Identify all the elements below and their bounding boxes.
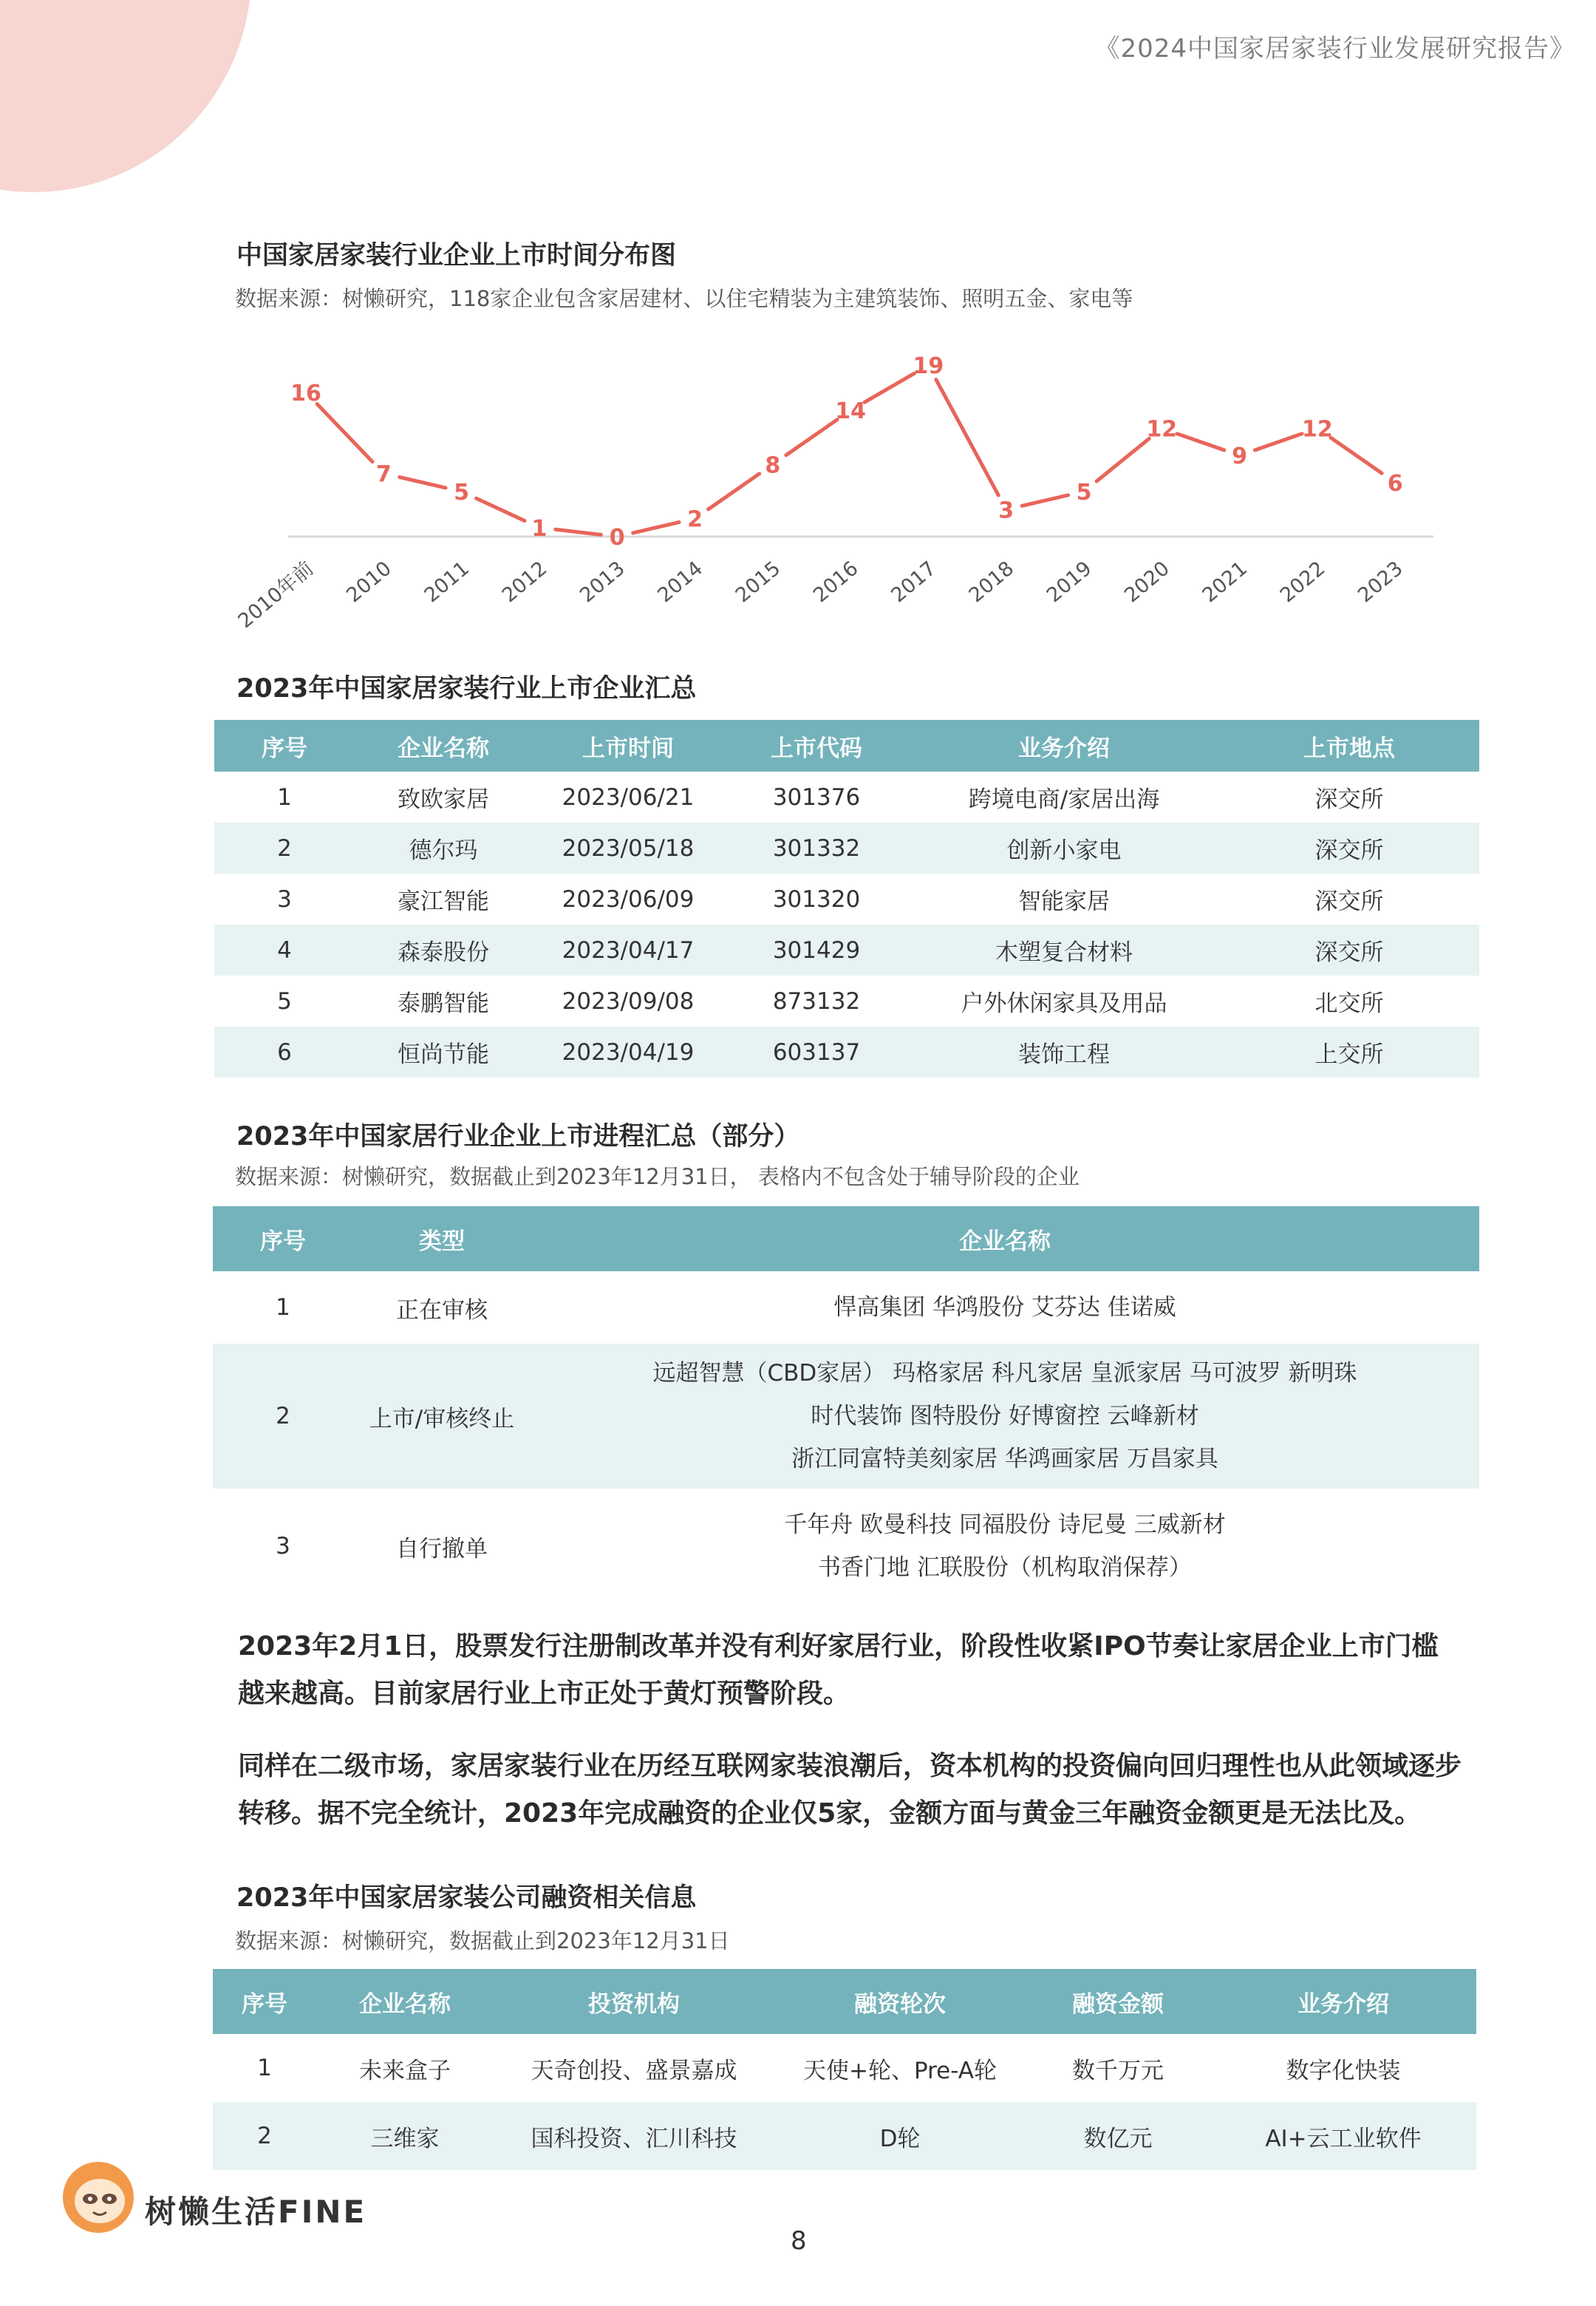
- cell-code: 873132: [772, 987, 861, 1015]
- chart-source: 数据来源：树懒研究，118家企业包含家居建材、以住宅精装为主建筑装饰、照明五金、家电等: [235, 286, 1133, 311]
- header-cell: 类型: [353, 1206, 531, 1271]
- ipo-progress-table: [213, 1206, 1479, 1604]
- company-line: 远超智慧（CBD家居） 玛格家居 科凡家居 皇派家居 马可波罗 新明珠: [652, 1360, 1357, 1387]
- cell-business: 户外休闲家具及用品: [961, 990, 1167, 1017]
- table1-title: 2023年中国家居家装行业上市企业汇总: [236, 674, 697, 704]
- cell-no: 1: [257, 2055, 272, 2081]
- cell-date: 2023/09/08: [562, 987, 695, 1015]
- listing-line-chart: [214, 325, 1456, 650]
- cell-business: AI+云工业软件: [1210, 2102, 1476, 2170]
- data-label: 1: [531, 515, 548, 542]
- cell-company: 致欧家居: [398, 786, 489, 813]
- header-cell: 投资机构: [494, 1969, 774, 2034]
- cell-business: 数字化快装: [1286, 2057, 1401, 2084]
- x-tick-label: 2010年前: [233, 557, 318, 633]
- cell-date: 2023/06/21: [562, 783, 695, 811]
- table2-title: 2023年中国家居行业企业上市进程汇总（部分）: [236, 1122, 800, 1152]
- header-cell: 序号: [213, 1969, 316, 2034]
- x-tick-label: 2019: [1042, 557, 1097, 608]
- cell-exchange: 深交所: [1314, 888, 1384, 915]
- cell-no: 1: [276, 1294, 290, 1321]
- cell-amount: 数千万元: [1072, 2057, 1164, 2084]
- cell-business: 创新小家电: [909, 823, 1219, 874]
- cell-no: 3: [277, 885, 292, 913]
- x-tick-label: 2017: [887, 557, 941, 608]
- company-line: 书香门地 汇联股份（机构取消保荐）: [818, 1554, 1192, 1581]
- table-row: [213, 1344, 1479, 1489]
- line-segment: [786, 420, 837, 455]
- data-label: 12: [1302, 416, 1333, 443]
- line-segment: [1022, 495, 1068, 506]
- x-tick-label: 2023: [1354, 557, 1408, 608]
- report-title: 《2024中国家居家装行业发展研究报告》: [1094, 34, 1575, 64]
- data-label: 16: [290, 380, 321, 407]
- line-segment: [1331, 438, 1382, 473]
- cell-date: 2023/05/18: [532, 823, 724, 874]
- data-label: 7: [375, 461, 392, 488]
- cell-date: 2023/04/17: [532, 925, 724, 976]
- header-cell: 业务介绍: [1210, 1969, 1476, 2034]
- company-line: 浙江同富特美刻家居 华鸿画家居 万昌家具: [791, 1446, 1218, 1472]
- cell-company: 恒尚节能: [355, 1027, 532, 1078]
- cell-no: 2: [213, 1344, 353, 1489]
- cell-round: 天使+轮、Pre-A轮: [803, 2057, 997, 2084]
- data-label: 2: [687, 506, 703, 533]
- x-tick-label: 2014: [653, 557, 707, 608]
- x-tick-label: 2011: [420, 557, 474, 608]
- cell-no: 1: [277, 783, 292, 811]
- x-tick-label: 2022: [1275, 557, 1330, 608]
- cell-type: 正在审核: [396, 1296, 488, 1324]
- cell-code: 301332: [724, 823, 909, 874]
- cell-business: 装饰工程: [909, 1027, 1219, 1078]
- cell-exchange: 深交所: [1314, 786, 1384, 813]
- header-cell: 融资轮次: [774, 1969, 1026, 2034]
- x-tick-label: 2015: [731, 557, 785, 608]
- listed-companies-table: [214, 720, 1479, 1078]
- table-row: [213, 2102, 1476, 2170]
- corner-decoration: [0, 0, 251, 192]
- header-cell: 序号: [214, 720, 355, 772]
- table-row: [214, 976, 1479, 1027]
- header-cell: 融资金额: [1026, 1969, 1210, 2034]
- table-row: [214, 874, 1479, 925]
- cell-exchange: 北交所: [1314, 990, 1384, 1017]
- header-cell: 企业名称: [531, 1206, 1479, 1271]
- cell-no: 6: [214, 1027, 355, 1078]
- data-label: 12: [1146, 416, 1178, 443]
- cell-no: 4: [214, 925, 355, 976]
- table-row: [214, 925, 1479, 976]
- cell-exchange: 深交所: [1219, 925, 1479, 976]
- cell-amount: 数亿元: [1026, 2102, 1210, 2170]
- line-segment: [556, 529, 601, 534]
- table-row: [213, 1271, 1479, 1344]
- x-tick-label: 2020: [1120, 557, 1174, 608]
- cell-no: 3: [276, 1533, 290, 1560]
- cell-company: 三维家: [316, 2102, 494, 2170]
- cell-companies: [531, 1344, 1479, 1489]
- table-header-row: [214, 720, 1479, 772]
- table-row: [213, 1489, 1479, 1604]
- data-label: 19: [913, 353, 944, 380]
- table-header-row: [213, 1206, 1479, 1271]
- cell-company: 德尔玛: [355, 823, 532, 874]
- cell-companies: [531, 1271, 1479, 1344]
- cell-company: 豪江智能: [398, 888, 489, 915]
- line-segment: [1255, 434, 1302, 450]
- cell-companies: [531, 1489, 1479, 1604]
- cell-investors: 天奇创投、盛景嘉成: [531, 2057, 737, 2084]
- table3-source: 数据来源：树懒研究，数据截止到2023年12月31日: [235, 1928, 730, 1953]
- cell-company: 泰鹏智能: [398, 990, 489, 1017]
- table-header-row: [213, 1969, 1476, 2034]
- data-label: 9: [1232, 443, 1248, 470]
- x-tick-label: 2012: [497, 557, 552, 608]
- table-row: [214, 823, 1479, 874]
- x-tick-label: 2010: [342, 557, 396, 608]
- line-segment: [1177, 434, 1224, 450]
- table3-title: 2023年中国家居家装公司融资相关信息: [236, 1883, 697, 1913]
- cell-no: 2: [214, 823, 355, 874]
- cell-company: 森泰股份: [355, 925, 532, 976]
- cell-code: 301376: [772, 783, 861, 811]
- chart-title: 中国家居家装行业企业上市时间分布图: [236, 241, 677, 271]
- cell-code: 301320: [772, 885, 861, 913]
- header-cell: 上市代码: [724, 720, 909, 772]
- header-cell: 企业名称: [355, 720, 532, 772]
- brand-name: 树懒生活FINE: [145, 2194, 367, 2230]
- table-row: [214, 772, 1479, 823]
- line-segment: [477, 498, 525, 520]
- table-row: [214, 1027, 1479, 1078]
- x-tick-label: 2021: [1198, 557, 1252, 608]
- data-label: 5: [1076, 480, 1092, 506]
- cell-round: D轮: [774, 2102, 1026, 2170]
- cell-date: 2023/04/19: [532, 1027, 724, 1078]
- data-label: 8: [765, 452, 781, 479]
- header-cell: 上市地点: [1219, 720, 1479, 772]
- cell-investors: 国科投资、汇川科技: [494, 2102, 774, 2170]
- line-segment: [936, 380, 998, 495]
- data-label: 0: [609, 525, 625, 551]
- company-line: 时代装饰 图特股份 好博窗控 云峰新材: [811, 1403, 1199, 1429]
- x-tick-label: 2013: [576, 557, 630, 608]
- header-cell: 业务介绍: [909, 720, 1219, 772]
- cell-business: 跨境电商/家居出海: [968, 786, 1160, 813]
- header-cell: 上市时间: [532, 720, 724, 772]
- data-label: 5: [454, 480, 470, 506]
- line-segment: [400, 477, 446, 488]
- company-line: 千年舟 欧曼科技 同福股份 诗尼曼 三威新材: [784, 1511, 1226, 1538]
- cell-company: 未来盒子: [359, 2057, 451, 2084]
- x-tick-label: 2016: [809, 557, 863, 608]
- line-segment: [317, 404, 372, 462]
- cell-type: 自行撤单: [396, 1535, 488, 1562]
- sloth-logo-icon: [59, 2158, 137, 2237]
- cell-business: 木塑复合材料: [909, 925, 1219, 976]
- header-cell: 序号: [213, 1206, 353, 1271]
- body-paragraph: 同样在二级市场，家居家装行业在历经互联网家装浪潮后，资本机构的投资偏向回归理性也从此领域逐步转移。据不完全统计，2023年完成融资的企业仅5家，金额方面与黄金三年融资金额更是无法比及。: [238, 1751, 1462, 1829]
- line-segment: [633, 523, 679, 533]
- header-cell: 企业名称: [316, 1969, 494, 2034]
- cell-code: 301429: [724, 925, 909, 976]
- line-segment: [709, 474, 760, 509]
- page-number: 8: [791, 2226, 807, 2256]
- line-segment: [864, 373, 914, 402]
- data-label: 14: [835, 398, 866, 425]
- table2-source: 数据来源：树懒研究，数据截止到2023年12月31日， 表格内不包含处于辅导阶段的企业: [235, 1164, 1080, 1189]
- company-line: 悍高集团 华鸿股份 艾芬达 佳诺威: [833, 1294, 1176, 1321]
- cell-business: 智能家居: [1018, 888, 1110, 915]
- line-segment: [1097, 438, 1149, 481]
- financing-table: [213, 1969, 1476, 2170]
- body-paragraph: 2023年2月1日，股票发行注册制改革并没有利好家居行业，阶段性收紧IPO节奏让家居企业上市门槛越来越高。目前家居行业上市正处于黄灯预警阶段。: [238, 1631, 1439, 1709]
- cell-exchange: 上交所: [1219, 1027, 1479, 1078]
- cell-date: 2023/06/09: [562, 885, 695, 913]
- cell-no: 5: [277, 987, 292, 1015]
- x-tick-label: 2018: [964, 557, 1019, 608]
- data-label: 6: [1387, 470, 1403, 497]
- cell-type: 上市/审核终止: [353, 1344, 531, 1489]
- cell-code: 603137: [724, 1027, 909, 1078]
- cell-no: 2: [213, 2102, 316, 2170]
- data-label: 3: [998, 497, 1014, 524]
- table-row: [213, 2034, 1476, 2102]
- cell-exchange: 深交所: [1219, 823, 1479, 874]
